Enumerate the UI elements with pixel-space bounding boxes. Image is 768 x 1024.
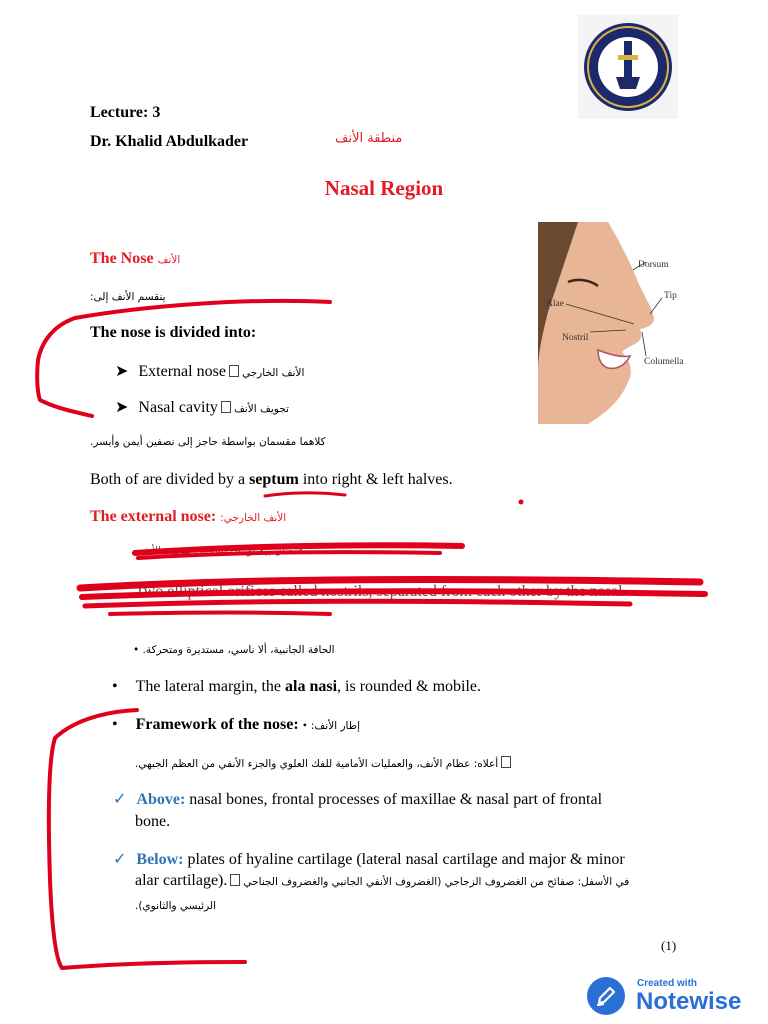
divided-arabic: ينقسم الأنف إلى: xyxy=(90,291,166,303)
septum-term: septum xyxy=(249,471,299,488)
doctor-name: Dr. Khalid Abdulkader xyxy=(90,133,249,150)
list-item-external-nose: ➤ External nose الأنف الخارجي xyxy=(115,363,305,380)
nose-anatomy-figure xyxy=(538,222,703,424)
page-title: Nasal Region xyxy=(324,176,444,200)
nose-heading-en: The Nose xyxy=(90,250,154,267)
bullet-icon: • xyxy=(112,678,118,695)
box-icon xyxy=(221,401,231,413)
watermark-brand: Notewise xyxy=(636,988,742,1015)
figure-label-dorsum: Dorsum xyxy=(638,260,669,270)
check-icon: ✓ xyxy=(113,851,127,868)
university-logo xyxy=(578,15,678,119)
nose-heading-ar: الأنف xyxy=(157,254,181,266)
notewise-watermark xyxy=(586,974,758,1018)
check-icon: ✓ xyxy=(113,791,127,808)
below-item: ✓ Below: plates of hyaline cartilage (lateral nasal cartilage and major & minor xyxy=(113,851,625,868)
above-item: ✓ Above: nasal bones, frontal processes of maxillae & nasal part of frontal xyxy=(113,791,603,808)
box-icon xyxy=(230,874,240,886)
struck-english: Two elliptical orifices called nostrils, separated from each other by the nasal xyxy=(135,583,623,600)
list-item-nasal-cavity: ➤ Nasal cavity تجويف الأنف xyxy=(115,399,289,416)
below-arabic-cont: الرئيسي والثانوي). xyxy=(135,900,217,912)
arabic-title: منطقة الأنف xyxy=(335,131,403,146)
box-icon xyxy=(501,756,511,768)
lateral-arabic: الحافة الجانبية، ألا ناسي، مستديرة ومتحركة. • xyxy=(133,644,335,656)
figure-label-tip: Tip xyxy=(664,291,677,301)
both-arabic: كلاهما مقسمان بواسطة حاجز إلى نصفين أيمن وأيسر. xyxy=(90,436,326,448)
nose-heading xyxy=(90,250,180,268)
figure-label-columella: Columella xyxy=(644,357,684,367)
bullet-icon: • xyxy=(112,716,118,733)
watermark-small: Created with xyxy=(637,978,698,989)
arrow-bullet-icon: ➤ xyxy=(115,399,129,416)
lecture-number: Lecture: 3 xyxy=(90,104,161,121)
both-text: Both of are divided by a septum into right & left halves. xyxy=(90,471,453,488)
figure-label-alae: Alae xyxy=(546,299,564,309)
below-item-cont: alar cartilage). في الأسفل: صفائح من الغضروف الزجاجي (الغضروف الأنفي الجانبي والغضروف الجناحي xyxy=(135,872,630,889)
pen-icon xyxy=(586,976,626,1016)
struck-arabic: فتحتان بيضاويتان تسميان فتحتي الأنف. xyxy=(135,545,304,557)
arrow-bullet-icon: ➤ xyxy=(115,363,129,380)
page-number: (1) xyxy=(661,938,677,953)
divided-text: The nose is divided into: xyxy=(90,324,257,341)
above-arabic: أعلاه: عظام الأنف، والعمليات الأمامية للفك العلوي والجزء الأنفي من العظم الجبهي. xyxy=(135,756,514,770)
box-icon xyxy=(229,365,239,377)
external-heading: The external nose: الأنف الخارجي: xyxy=(90,508,287,525)
figure-label-nostril: Nostril xyxy=(562,333,589,343)
lateral-margin-item: • The lateral margin, the ala nasi, is rounded & mobile. xyxy=(112,678,482,695)
framework-item: • Framework of the nose: • إطار الأنف: xyxy=(112,716,361,733)
above-item-cont: bone. xyxy=(135,813,171,830)
